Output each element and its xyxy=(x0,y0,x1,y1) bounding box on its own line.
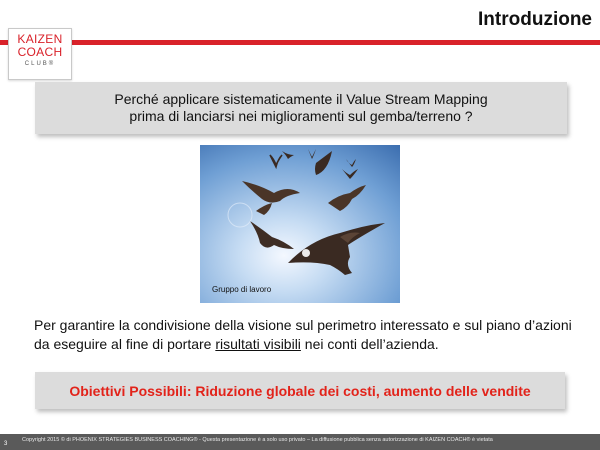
logo-line-1: KAIZEN xyxy=(17,32,63,46)
question-line-2: prima di lanciarsi nei miglioramenti sul gemba/terreno ? xyxy=(129,108,473,124)
copyright-text: Copyright 2015 © di PHOENIX STRATEGIES BUSINESS COACHING® - Questa presentazione è a solo uso privato – La diffusione pubblica senza autorizzazione di KAIZEN COACH® è vietata xyxy=(22,437,493,443)
logo-line-2: COACH xyxy=(17,45,63,59)
footer-bar xyxy=(0,434,600,450)
body-underlined-text: risultati visibili xyxy=(215,336,301,352)
flying-birds-image xyxy=(200,145,400,303)
page-title: Introduzione xyxy=(478,9,592,30)
birds-photo xyxy=(200,145,400,303)
body-paragraph xyxy=(34,316,574,354)
body-text-after: nei conti dell’azienda. xyxy=(300,336,439,352)
header-divider xyxy=(0,40,600,45)
kaizen-coach-logo xyxy=(8,28,72,80)
body-text-before: Per garantire la condivisione della visione sul perimetro interessato e sul piano d’azioni da eseguire al fine di portare xyxy=(34,317,572,352)
question-box xyxy=(35,82,567,134)
goal-text: Obiettivi Possibili: Riduzione globale dei costi, aumento delle vendite xyxy=(69,382,531,399)
page-number: 3 xyxy=(4,441,8,447)
photo-caption: Gruppo di lavoro xyxy=(212,285,272,294)
logo-line-3: CLUB® xyxy=(24,61,56,67)
goal-box xyxy=(35,372,565,409)
question-line-1: Perché applicare sistematicamente il Value Stream Mapping xyxy=(114,91,488,107)
